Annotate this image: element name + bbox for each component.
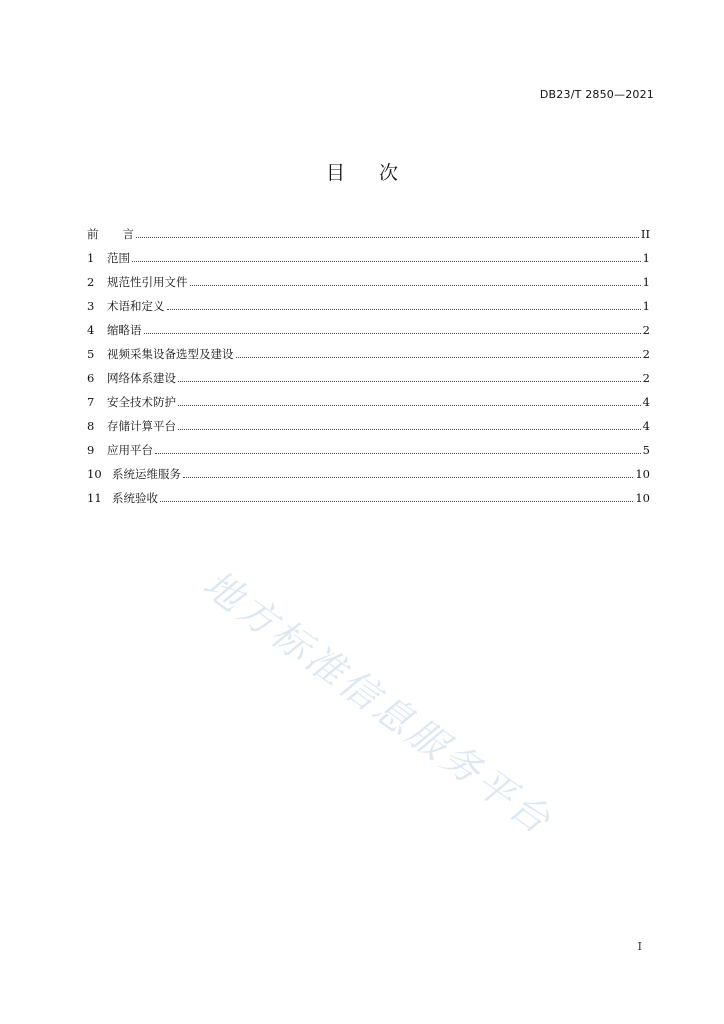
- toc-section-label: 术语和定义: [107, 299, 165, 313]
- toc-section-label: 范围: [107, 251, 130, 265]
- toc-section-label: 系统运维服务: [112, 467, 181, 481]
- toc-leader-dots: [178, 380, 641, 382]
- toc-page-number: 4: [642, 419, 650, 433]
- toc-row[interactable]: [87, 289, 650, 313]
- toc-page-number: 2: [642, 347, 650, 361]
- toc-leader-dots: [190, 284, 641, 286]
- toc-section-number: 2: [87, 275, 95, 289]
- toc-section-label: 存储计算平台: [107, 419, 176, 433]
- watermark: 地方标准信息服务平台: [195, 561, 561, 845]
- toc-section-number: 3: [87, 299, 95, 313]
- toc-row[interactable]: [87, 241, 650, 265]
- toc-section-number: 10: [87, 467, 102, 481]
- toc-page-number: 1: [642, 299, 650, 313]
- toc-row[interactable]: [87, 361, 650, 385]
- title-char-1: 目: [325, 162, 345, 184]
- toc-preface-label: 前 言: [87, 227, 134, 241]
- toc-section-label: 应用平台: [107, 443, 153, 457]
- toc-leader-dots: [155, 452, 641, 454]
- toc-page-number: II: [640, 227, 650, 241]
- document-code: DB23/T 2850—2021: [539, 88, 654, 101]
- toc-row[interactable]: [87, 313, 650, 337]
- toc-section-number: 11: [87, 491, 102, 505]
- toc-section-label: 缩略语: [107, 323, 142, 337]
- toc-section-label: 系统验收: [112, 491, 158, 505]
- toc-row[interactable]: [87, 265, 650, 289]
- toc-leader-dots: [178, 428, 641, 430]
- toc-row[interactable]: [87, 433, 650, 457]
- toc-row[interactable]: [87, 385, 650, 409]
- toc-section-label: 安全技术防护: [107, 395, 176, 409]
- toc-leader-dots: [183, 476, 633, 478]
- toc-page-number: 1: [642, 275, 650, 289]
- toc-section-number: 8: [87, 419, 95, 433]
- toc-leader-dots: [144, 332, 641, 334]
- table-of-contents: [87, 217, 650, 505]
- toc-section-number: 6: [87, 371, 95, 385]
- toc-page-number: 10: [635, 467, 650, 481]
- toc-row-preface[interactable]: [87, 217, 650, 241]
- toc-leader-dots: [167, 308, 641, 310]
- toc-leader-dots: [236, 356, 641, 358]
- toc-section-number: 5: [87, 347, 95, 361]
- toc-section-number: 7: [87, 395, 95, 409]
- page-title: [0, 158, 724, 185]
- toc-row[interactable]: [87, 481, 650, 505]
- toc-leader-dots: [160, 500, 633, 502]
- toc-row[interactable]: [87, 337, 650, 361]
- toc-page-number: 1: [642, 251, 650, 265]
- toc-page-number: 10: [635, 491, 650, 505]
- toc-leader-dots: [136, 236, 639, 238]
- toc-section-number: 1: [87, 251, 95, 265]
- toc-leader-dots: [178, 404, 641, 406]
- toc-section-label: 规范性引用文件: [107, 275, 188, 289]
- toc-section-number: 9: [87, 443, 95, 457]
- toc-page-number: 5: [642, 443, 650, 457]
- toc-row[interactable]: [87, 409, 650, 433]
- toc-page-number: 2: [642, 323, 650, 337]
- toc-row[interactable]: [87, 457, 650, 481]
- toc-section-label: 视频采集设备选型及建设: [107, 347, 234, 361]
- title-char-2: 次: [379, 162, 399, 184]
- toc-section-label: 网络体系建设: [107, 371, 176, 385]
- toc-page-number: 2: [642, 371, 650, 385]
- toc-leader-dots: [132, 260, 641, 262]
- toc-section-number: 4: [87, 323, 95, 337]
- toc-page-number: 4: [642, 395, 650, 409]
- page-number: I: [637, 940, 642, 953]
